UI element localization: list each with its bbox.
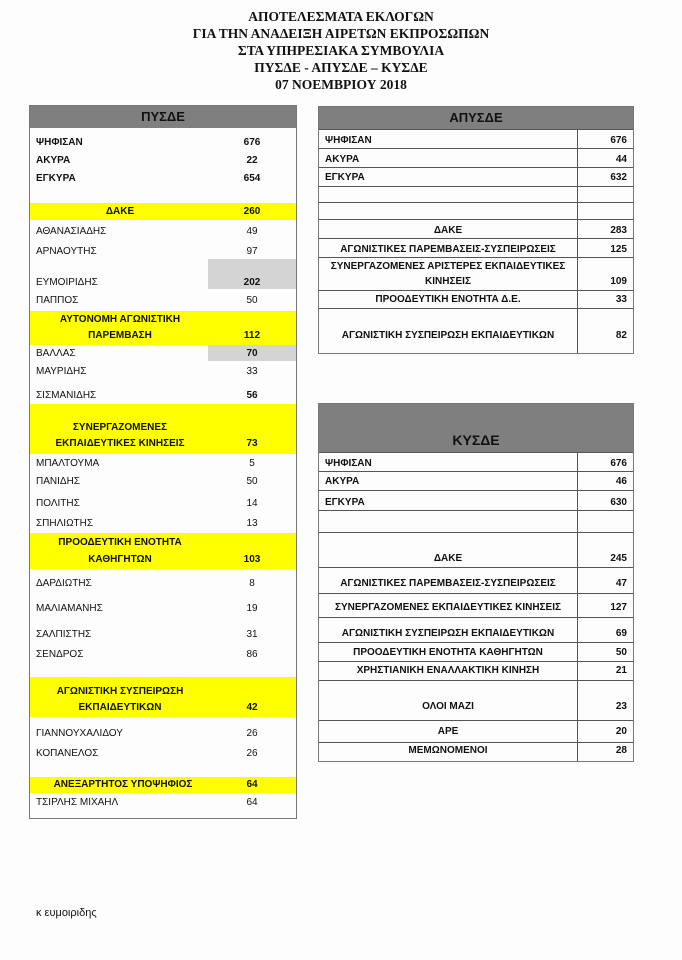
- result-name: ΧΡΗΣΤΙΑΝΙΚΗ ΕΝΑΛΛΑΚΤΙΚΗ ΚΙΝΗΣΗ: [356, 665, 540, 676]
- candidate-name: ΕΥΜΟΙΡΙΔΗΣ: [36, 277, 98, 288]
- table-divider: [319, 742, 633, 743]
- candidate-votes: 50: [246, 476, 258, 487]
- pysde-voted-label: ΨΗΦΙΣΑΝ: [36, 137, 83, 148]
- result-votes: 283: [610, 225, 627, 236]
- apysde-invalid-label: ΑΚΥΡΑ: [325, 154, 360, 165]
- result-votes: 33: [615, 294, 627, 305]
- candidate-votes: 31: [246, 629, 258, 640]
- candidate-votes: 8: [249, 578, 255, 589]
- title-line-2: ΓΙΑ ΤΗΝ ΑΝΑΔΕΙΞΗ ΑΙΡΕΤΩΝ ΕΚΠΡΟΣΩΠΩΝ: [192, 26, 490, 41]
- result-name: ΔΑΚΕ: [433, 553, 463, 564]
- result-votes: 127: [610, 602, 627, 613]
- pysde-dake-name: ΔΑΚΕ: [105, 206, 135, 217]
- table-divider: [319, 238, 633, 239]
- pysde-ags-total: 42: [246, 702, 258, 713]
- pysde-aut-name-1: ΑΥΤΟΝΟΜΗ ΑΓΩΝΙΣΤΙΚΗ: [59, 314, 181, 325]
- apysde-voted-label: ΨΗΦΙΣΑΝ: [325, 135, 372, 146]
- kysde-header: ΚΥΣΔΕ: [319, 404, 633, 452]
- apysde-voted-value: 676: [610, 135, 627, 146]
- result-votes: 50: [615, 647, 627, 658]
- result-votes: 23: [615, 701, 627, 712]
- result-votes: 109: [610, 276, 627, 287]
- table-divider: [319, 308, 633, 309]
- table-divider: [577, 452, 578, 761]
- pysde-voted-value: 676: [243, 137, 261, 148]
- pysde-dake-total: 260: [243, 206, 261, 217]
- table-divider: [319, 290, 633, 291]
- candidate-name: ΣΑΛΠΙΣΤΗΣ: [36, 629, 92, 640]
- table-divider: [319, 148, 633, 149]
- table-divider: [319, 532, 633, 533]
- table-divider: [319, 471, 633, 472]
- pysde-pro-name-1: ΠΡΟΟΔΕΥΤΙΚΗ ΕΝΟΤΗΤΑ: [58, 537, 182, 548]
- result-votes: 82: [615, 330, 627, 341]
- pysde-dake-header: [30, 203, 296, 220]
- table-divider: [319, 680, 633, 681]
- pysde-invalid-value: 22: [246, 155, 258, 166]
- candidate-votes: 26: [246, 728, 258, 739]
- candidate-votes: 33: [246, 366, 258, 377]
- candidate-name: ΣΕΝΔΡΟΣ: [36, 649, 84, 660]
- kysde-voted-value: 676: [610, 458, 627, 469]
- candidate-name: ΔΑΡΔΙΩΤΗΣ: [36, 578, 92, 589]
- candidate-votes: 26: [246, 748, 258, 759]
- candidate-name: ΓΙΑΝΝΟΥΧΑΛΙΔΟΥ: [36, 728, 123, 739]
- kysde-voted-label: ΨΗΦΙΣΑΝ: [325, 458, 372, 469]
- result-name-line-2: ΚΙΝΗΣΕΙΣ: [425, 276, 471, 287]
- table-divider: [319, 661, 633, 662]
- candidate-name: ΠΟΛΙΤΗΣ: [36, 498, 80, 509]
- pysde-syn-name-1: ΣΥΝΕΡΓΑΖΟΜΕΝΕΣ: [72, 422, 168, 433]
- candidate-votes: 50: [246, 295, 258, 306]
- pysde-syn-name-2: ΕΚΠΑΙΔΕΥΤΙΚΕΣ ΚΙΝΗΣΕΙΣ: [55, 438, 185, 449]
- pysde-valid-value: 654: [243, 173, 261, 184]
- table-divider: [319, 202, 633, 203]
- candidate-votes: 56: [246, 390, 258, 401]
- candidate-name: ΜΠΑΛΤΟΥΜΑ: [36, 458, 100, 469]
- candidate-name: ΜΑΛΙΑΜΑΝΗΣ: [36, 603, 103, 614]
- result-votes: 245: [610, 553, 627, 564]
- table-divider: [319, 720, 633, 721]
- table-divider: [577, 129, 578, 353]
- table-divider: [319, 257, 633, 258]
- table-divider: [319, 617, 633, 618]
- result-votes: 125: [610, 244, 627, 255]
- pysde-invalid-label: ΑΚΥΡΑ: [36, 155, 71, 166]
- pysde-syn-header: [30, 404, 296, 454]
- table-divider: [319, 593, 633, 594]
- pysde-pro-name-2: ΚΑΘΗΓΗΤΩΝ: [88, 554, 152, 565]
- candidate-votes: 5: [249, 458, 255, 469]
- pysde-aut-header: [30, 311, 296, 345]
- table-divider: [319, 567, 633, 568]
- pysde-syn-total: 73: [246, 438, 258, 449]
- result-votes: 47: [615, 578, 627, 589]
- title-line-5: 07 ΝΟΕΜΒΡΙΟΥ 2018: [275, 77, 407, 92]
- kysde-valid-value: 630: [610, 497, 627, 508]
- pysde-ind-name: ΑΝΕΞΑΡΤΗΤΟΣ ΥΠΟΨΗΦΙΟΣ: [53, 779, 193, 790]
- apysde-valid-value: 632: [610, 172, 627, 183]
- table-divider: [319, 219, 633, 220]
- candidate-name: ΠΑΠΠΟΣ: [36, 295, 79, 306]
- pysde-pro-header: [30, 533, 296, 569]
- candidate-votes: 13: [246, 518, 258, 529]
- pysde-ind-total: 64: [246, 779, 258, 790]
- result-name: ΑΓΩΝΙΣΤΙΚΕΣ ΠΑΡΕΜΒΑΣΕΙΣ-ΣΥΣΠΕΙΡΩΣΕΙΣ: [340, 578, 556, 589]
- apysde-header: ΑΠΥΣΔΕ: [319, 107, 633, 129]
- kysde-valid-label: ΕΓΚΥΡΑ: [325, 497, 365, 508]
- candidate-name: ΣΙΣΜΑΝΙΔΗΣ: [36, 390, 97, 401]
- table-divider: [319, 452, 633, 453]
- kysde-invalid-value: 46: [615, 476, 627, 487]
- table-divider: [319, 167, 633, 168]
- pysde-ags-header: [30, 677, 296, 717]
- candidate-votes: 14: [246, 498, 258, 509]
- table-divider: [319, 186, 633, 187]
- table-divider: [319, 490, 633, 491]
- result-name: ΑΓΩΝΙΣΤΙΚΕΣ ΠΑΡΕΜΒΑΣΕΙΣ-ΣΥΣΠΕΙΡΩΣΕΙΣ: [340, 244, 556, 255]
- candidate-name: ΑΘΑΝΑΣΙΑΔΗΣ: [36, 226, 107, 237]
- document-title: [0, 8, 682, 93]
- result-votes: 28: [615, 745, 627, 756]
- pysde-header: ΠΥΣΔΕ: [30, 106, 296, 128]
- candidate-votes: 86: [246, 649, 258, 660]
- candidate-votes: 64: [246, 797, 258, 808]
- candidate-name: ΠΑΝΙΔΗΣ: [36, 476, 80, 487]
- title-line-1: ΑΠΟΤΕΛΕΣΜΑΤΑ ΕΚΛΟΓΩΝ: [248, 9, 434, 24]
- candidate-votes: 202: [243, 277, 261, 288]
- pysde-ags-name-1: ΑΓΩΝΙΣΤΙΚΗ ΣΥΣΠΕΙΡΩΣΗ: [56, 686, 184, 697]
- result-name: ΟΛΟΙ ΜΑΖΙ: [422, 701, 474, 712]
- pysde-valid-label: ΕΓΚΥΡΑ: [36, 173, 76, 184]
- candidate-name: ΒΑΛΛΑΣ: [36, 348, 76, 359]
- kysde-panel: [318, 403, 634, 762]
- result-name: ΣΥΝΕΡΓΑΖΟΜΕΝΕΣ ΕΚΠΑΙΔΕΥΤΙΚΕΣ ΚΙΝΗΣΕΙΣ: [334, 602, 562, 613]
- candidate-votes: 49: [246, 226, 258, 237]
- result-name: ΠΡΟΟΔΕΥΤΙΚΗ ΕΝΟΤΗΤΑ ΚΑΘΗΓΗΤΩΝ: [353, 647, 543, 658]
- pysde-pro-total: 103: [243, 554, 261, 565]
- kysde-invalid-label: ΑΚΥΡΑ: [325, 476, 360, 487]
- apysde-panel: [318, 106, 634, 354]
- candidate-name: ΑΡΝΑΟΥΤΗΣ: [36, 246, 97, 257]
- result-name-line-1: ΣΥΝΕΡΓΑΖΟΜΕΝΕΣ ΑΡΙΣΤΕΡΕΣ ΕΚΠΑΙΔΕΥΤΙΚΕΣ: [330, 261, 566, 272]
- result-name: ΑΓΩΝΙΣΤΙΚΗ ΣΥΣΠΕΙΡΩΣΗ ΕΚΠΑΙΔΕΥΤΙΚΩΝ: [341, 628, 555, 639]
- result-name: ΠΡΟΟΔΕΥΤΙΚΗ ΕΝΟΤΗΤΑ Δ.Ε.: [375, 294, 521, 305]
- apysde-valid-label: ΕΓΚΥΡΑ: [325, 172, 365, 183]
- result-name: ΜΕΜΩΝΟΜΕΝΟΙ: [408, 745, 488, 756]
- title-line-4: ΠΥΣΔΕ - ΑΠΥΣΔΕ – ΚΥΣΔΕ: [254, 60, 428, 75]
- candidate-votes: 19: [246, 603, 258, 614]
- title-line-3: ΣΤΑ ΥΠΗΡΕΣΙΑΚΑ ΣΥΜΒΟΥΛΙΑ: [237, 43, 445, 58]
- candidate-votes: 70: [246, 348, 258, 359]
- table-divider: [319, 642, 633, 643]
- pysde-aut-name-2: ΠΑΡΕΜΒΑΣΗ: [88, 330, 152, 341]
- candidate-name: ΣΠΗΛΙΩΤΗΣ: [36, 518, 94, 529]
- result-name: ΑΓΩΝΙΣΤΙΚΗ ΣΥΣΠΕΙΡΩΣΗ ΕΚΠΑΙΔΕΥΤΙΚΩΝ: [341, 330, 555, 341]
- result-votes: 20: [615, 726, 627, 737]
- pysde-ind-header: [30, 777, 296, 793]
- result-name: ΑΡΕ: [437, 726, 459, 737]
- apysde-invalid-value: 44: [615, 154, 627, 165]
- candidate-name: ΚΟΠΑΝΕΛΟΣ: [36, 748, 99, 759]
- candidate-name: ΤΣΙΡΛΗΣ ΜΙΧΑΗΛ: [36, 797, 119, 808]
- result-votes: 69: [615, 628, 627, 639]
- result-votes: 21: [615, 665, 627, 676]
- pysde-panel: [29, 105, 297, 819]
- result-name: ΔΑΚΕ: [433, 225, 463, 236]
- footer-signature: κ ευμοιριδης: [36, 907, 97, 919]
- table-divider: [319, 129, 633, 130]
- table-divider: [319, 510, 633, 511]
- pysde-aut-total: 112: [243, 330, 261, 341]
- pysde-ags-name-2: ΕΚΠΑΙΔΕΥΤΙΚΩΝ: [78, 702, 162, 713]
- candidate-name: ΜΑΥΡΙΔΗΣ: [36, 366, 87, 377]
- candidate-votes: 97: [246, 246, 258, 257]
